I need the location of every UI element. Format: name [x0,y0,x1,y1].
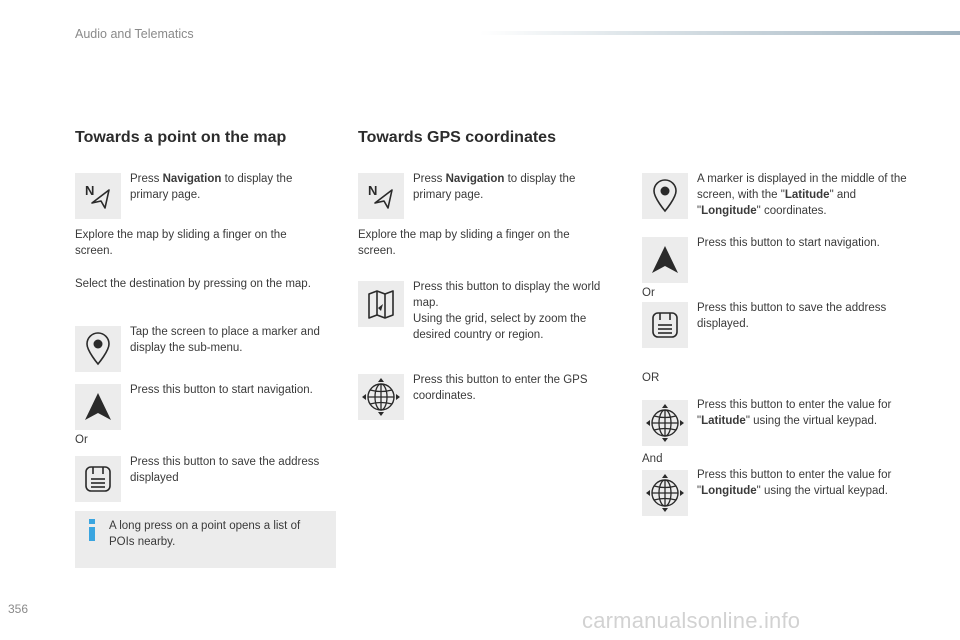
left-or-label: Or [75,434,88,446]
left-tap-text: Tap the screen to place a marker and display the sub-menu. [130,326,320,354]
left-start-nav-text: Press this button to start navigation. [130,384,313,396]
header-rule [480,31,960,35]
navigation-arrow-icon [645,240,685,280]
latitude-button[interactable] [642,400,688,446]
left-step1-text: Press Navigation to display the primary page. [130,173,293,201]
navigation-icon [78,176,118,216]
world-map-icon [361,284,401,324]
right-world-map-text: Press this button to display the world map. Using the grid, select by zoom the desired country or region. [413,281,601,341]
navigation-button[interactable] [75,173,121,219]
navigation-arrow-icon [78,387,118,427]
right-marker-text: A marker is displayed in the middle of the screen, with the "Latitude" and "Longitude" coordinates. [697,173,907,217]
left-select-text: Select the destination by pressing on the map. [75,278,311,290]
right-gps-text: Press this button to enter the GPS coordinates. [413,374,588,402]
right-explore-text: Explore the map by sliding a finger on the screen. [358,229,570,257]
map-pin-icon [78,329,118,369]
right-latitude-text: Press this button to enter the value for "Latitude" using the virtual keypad. [697,399,892,427]
start-navigation-button[interactable] [75,384,121,430]
right-longitude-text: Press this button to enter the value for "Longitude" using the virtual keypad. [697,469,892,497]
navigation-icon [361,176,401,216]
gps-globe-icon [360,376,402,418]
section-title: Audio and Telematics [75,27,194,41]
info-icon [87,519,97,541]
longitude-button[interactable] [642,470,688,516]
right-or-upper-label: OR [642,372,660,384]
gps-globe-icon [644,472,686,514]
navigation-button[interactable] [358,173,404,219]
world-map-button[interactable] [358,281,404,327]
start-navigation-button[interactable] [642,237,688,283]
page-number: 356 [8,602,29,616]
right-or-label: Or [642,287,655,299]
watermark: carmanualsonline.info [582,608,801,633]
map-pin-icon [645,176,685,216]
right-step1-text: Press Navigation to display the primary page. [413,173,576,201]
info-note-text: A long press on a point opens a list of POIs nearby. [109,520,301,548]
left-save-text: Press this button to save the address displayed [130,456,320,484]
right-save-text: Press this button to save the address displayed. [697,302,887,330]
svg-text:N: N [368,183,378,198]
save-address-button[interactable] [75,456,121,502]
gps-globe-icon [644,402,686,444]
left-explore-text: Explore the map by sliding a finger on the screen. [75,229,287,257]
save-address-button[interactable] [642,302,688,348]
right-heading: Towards GPS coordinates [358,129,556,146]
left-heading: Towards a point on the map [75,129,287,146]
right-and-label: And [642,453,663,465]
right-start-nav-text: Press this button to start navigation. [697,237,880,249]
save-icon [78,459,118,499]
gps-coordinates-button[interactable] [358,374,404,420]
svg-text:N: N [85,183,95,198]
save-icon [645,305,685,345]
marker-pin-button[interactable] [642,173,688,219]
map-pin-button[interactable] [75,326,121,372]
